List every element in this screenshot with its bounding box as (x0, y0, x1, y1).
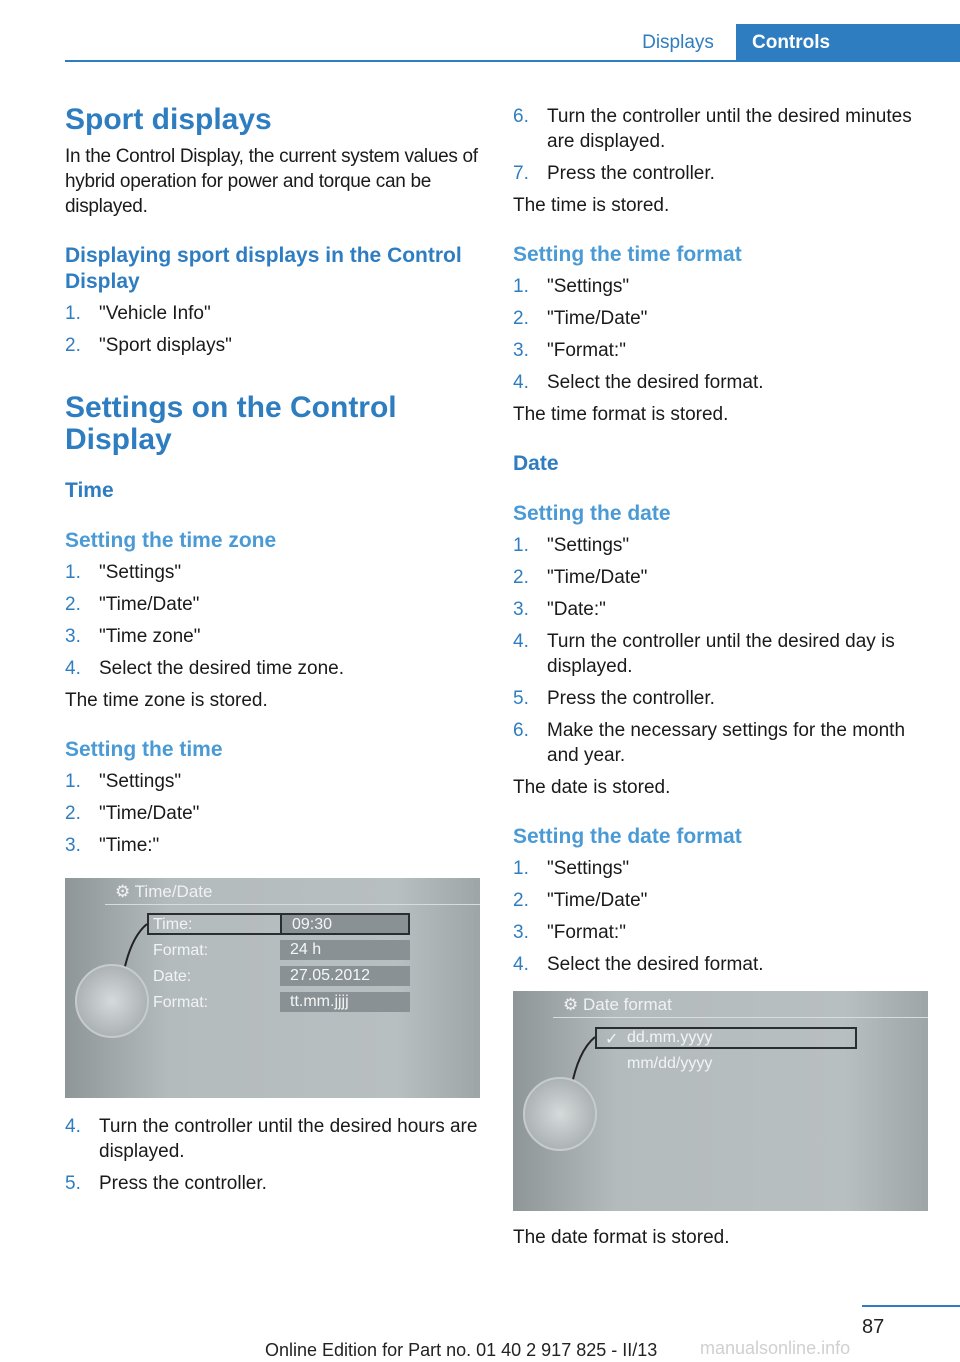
step-number: 2. (65, 803, 81, 824)
step-text: "Time/Date" (547, 308, 648, 329)
watermark: manualsonline.info (700, 1338, 851, 1358)
sport-intro: In the Control Display, the current system values of hybrid operation for power and torque can be displayed. (65, 146, 478, 217)
step-number: 4. (513, 631, 529, 652)
step-number: 6. (513, 720, 529, 741)
step-number: 3. (513, 599, 529, 620)
step-text: "Date:" (547, 599, 606, 620)
list-item (513, 306, 931, 331)
list-item (65, 1114, 483, 1164)
step-number: 1. (65, 303, 81, 324)
list-item (513, 104, 931, 154)
set-date-heading: Setting the date (513, 502, 671, 525)
list-item (513, 856, 931, 881)
list-item (65, 333, 483, 358)
step-number: 1. (513, 858, 529, 879)
list-item (65, 301, 483, 326)
step-number: 4. (65, 1116, 81, 1137)
list-item (65, 624, 483, 649)
list-item (513, 888, 931, 913)
gear-icon: ⚙ (115, 882, 131, 901)
list-item (513, 952, 931, 977)
step-text: "Time/Date" (99, 803, 200, 824)
left-column (65, 104, 483, 1203)
controller-knob-icon (75, 964, 149, 1038)
list-item (513, 686, 931, 711)
step-number: 5. (65, 1173, 81, 1194)
step-number: 1. (513, 276, 529, 297)
step-text: Turn the controller until the desired day is displayed. (547, 631, 895, 677)
list-item (513, 629, 931, 679)
step-number: 7. (513, 163, 529, 184)
time-heading: Time (65, 479, 114, 502)
step-text: Select the desired format. (547, 372, 764, 393)
list-item (513, 718, 931, 768)
time-format-steps (513, 274, 931, 395)
step-text: Make the necessary settings for the month and year. (547, 720, 906, 766)
step-number: 6. (513, 106, 529, 127)
set-time-steps-cont (65, 1114, 483, 1196)
screen-row-label: Format: (153, 994, 209, 1011)
step-text: "Time:" (99, 835, 160, 856)
step-number: 2. (65, 335, 81, 356)
time-date-screenshot (65, 878, 480, 1098)
list-item (513, 533, 931, 558)
list-item (513, 370, 931, 395)
list-item (513, 274, 931, 299)
step-text: "Settings" (547, 858, 630, 879)
list-item (513, 161, 931, 186)
date-format-steps (513, 856, 931, 977)
screen-row-value[interactable]: 09:30 (280, 913, 410, 935)
step-number: 3. (513, 340, 529, 361)
step-text: "Time zone" (99, 626, 201, 647)
time-zone-heading: Setting the time zone (65, 529, 277, 552)
step-text: "Format:" (547, 922, 626, 943)
list-item (65, 656, 483, 681)
screen-title: ⚙ Date format (563, 995, 672, 1014)
date-heading: Date (513, 452, 559, 475)
screen-row-value[interactable]: 27.05.2012 (280, 966, 410, 986)
list-item (513, 338, 931, 363)
step-number: 2. (65, 594, 81, 615)
date-format-option[interactable]: mm/dd/yyyy (627, 1055, 713, 1072)
screen-row-value[interactable]: tt.mm.jjjj (280, 992, 410, 1012)
set-time-steps-end (513, 104, 931, 186)
time-zone-stored: The time zone is stored. (65, 690, 268, 711)
step-text: "Settings" (99, 771, 182, 792)
time-stored: The time is stored. (513, 195, 670, 216)
step-text: Turn the controller until the desired hours are displayed. (99, 1116, 478, 1162)
list-item (65, 560, 483, 585)
step-number: 3. (513, 922, 529, 943)
gear-icon: ⚙ (563, 995, 579, 1014)
screen-row-label: Time: (153, 916, 193, 933)
step-number: 4. (513, 372, 529, 393)
time-format-stored: The time format is stored. (513, 404, 729, 425)
step-text: "Sport displays" (99, 335, 232, 356)
list-item (513, 920, 931, 945)
step-number: 1. (513, 535, 529, 556)
step-number: 1. (65, 562, 81, 583)
list-item (65, 801, 483, 826)
step-text: "Format:" (547, 340, 626, 361)
tab-controls[interactable]: Controls (736, 24, 960, 62)
step-number: 4. (513, 954, 529, 975)
step-number: 5. (513, 688, 529, 709)
list-item (65, 1171, 483, 1196)
page-number: 87 (862, 1316, 885, 1338)
step-text: Press the controller. (547, 163, 715, 184)
list-item (65, 592, 483, 617)
step-text: "Time/Date" (547, 890, 648, 911)
edition-footer: Online Edition for Part no. 01 40 2 917 825 - II/13 (265, 1340, 658, 1360)
step-text: "Settings" (547, 276, 630, 297)
step-text: Press the controller. (547, 688, 715, 709)
step-number: 2. (513, 890, 529, 911)
step-text: Turn the controller until the desired minutes are displayed. (547, 106, 912, 152)
step-text: "Time/Date" (99, 594, 200, 615)
sport-displays-heading: Sport displays (65, 103, 272, 136)
step-number: 2. (513, 567, 529, 588)
step-text: Select the desired format. (547, 954, 764, 975)
list-item (65, 769, 483, 794)
step-text: Press the controller. (99, 1173, 267, 1194)
right-column (513, 104, 931, 1250)
date-format-option[interactable]: dd.mm.yyyy (627, 1029, 713, 1046)
settings-heading: Settings on the Control Display (65, 391, 397, 456)
step-number: 2. (513, 308, 529, 329)
step-number: 4. (65, 658, 81, 679)
date-format-screenshot (513, 991, 928, 1211)
step-text: Select the desired time zone. (99, 658, 345, 679)
set-time-steps (65, 769, 483, 858)
list-item (513, 565, 931, 590)
set-date-steps (513, 533, 931, 768)
screen-title: ⚙ Time/Date (115, 882, 213, 901)
step-text: "Settings" (99, 562, 182, 583)
screen-row-label: Date: (153, 968, 192, 985)
checkmark-icon: ✓ (605, 1031, 619, 1048)
step-number: 1. (65, 771, 81, 792)
date-format-heading: Setting the date format (513, 825, 742, 848)
sport-steps (65, 301, 483, 358)
step-number: 3. (65, 626, 81, 647)
controller-knob-icon (523, 1077, 597, 1151)
time-format-heading: Setting the time format (513, 243, 742, 266)
tab-displays[interactable]: Displays (642, 32, 714, 53)
screen-row-label: Format: (153, 942, 209, 959)
sport-sub-heading: Displaying sport displays in the Control Display (65, 244, 462, 293)
set-time-heading: Setting the time (65, 738, 223, 761)
step-number: 3. (65, 835, 81, 856)
list-item (65, 833, 483, 858)
list-item (513, 597, 931, 622)
footer-rule (862, 1305, 960, 1307)
step-text: "Settings" (547, 535, 630, 556)
step-text: "Vehicle Info" (99, 303, 211, 324)
time-zone-steps (65, 560, 483, 681)
date-format-stored: The date format is stored. (513, 1227, 730, 1248)
step-text: "Time/Date" (547, 567, 648, 588)
screen-row-value[interactable]: 24 h (280, 940, 410, 960)
date-stored: The date is stored. (513, 777, 671, 798)
